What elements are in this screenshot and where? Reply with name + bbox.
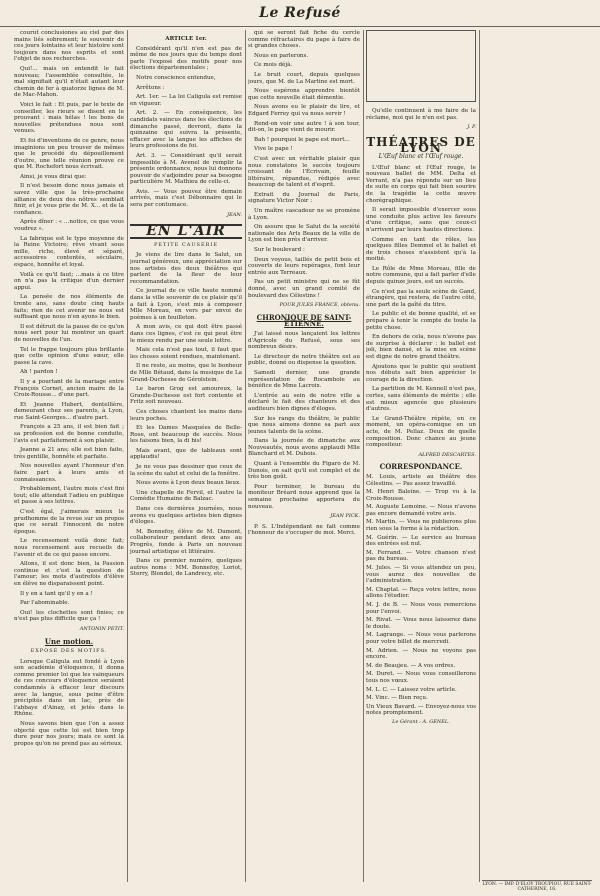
theatre-subheading: L'Œuf blanc et l'Œuf rouge. bbox=[378, 152, 464, 160]
paragraph: Avis. — Vous pouvez être demain arrivés, mais c'est Débonnaire qui le sera per contumace. bbox=[130, 188, 242, 209]
correspondence-item: M. Adrien. — Nous ne voyons pas encore. bbox=[366, 647, 476, 661]
paragraph: C'est avec un véritable plaisir que nous constatons le succès toujours croissant de l'Écrivain, feuille littéraire, répandue, rédigée avec beaucoup de talent et d'esprit. bbox=[248, 155, 360, 189]
column-divider bbox=[127, 30, 128, 882]
paragraph: Ce mois déjà. bbox=[254, 62, 293, 69]
correspondence-item: M. de Beaujeu. — A vos ordres. bbox=[366, 662, 456, 669]
paragraph: Il y en a tant qu'il y en a ! bbox=[20, 590, 93, 597]
paragraph: Art. 3. — Considérant qu'il serait impossible à M. Avenel de remplir la présente ordonnance, nous lui donnons pouvoir de s'adjoindre pour sa besogne particulière M. Mathieu de celle-ci. bbox=[130, 152, 242, 186]
paragraph: Et foi d'inventions de ce genre, nous imaginions un peu trouver de mêmes que le procédé du dépouillement d'outre, une telle réunion prouve ce que M. Rochefort nous écrivait. bbox=[14, 137, 124, 171]
printer-imprint: LYON. — IMP. D'ELOY TROUPIOU, RUE SAINT-CATHERINE, 16. bbox=[482, 882, 592, 892]
paragraph: Qu'elle continuent à me faire de la réclame, moi qui le n'en est pas. bbox=[366, 108, 476, 121]
paragraph: Après dîner : « ...notice, ce que vous voudrez ». bbox=[14, 219, 124, 233]
paragraph: Je ne vous pas dessiner que ceux de la scène du salut et celui de la fenêtre. bbox=[130, 464, 242, 477]
section-subheading: EXPOSÉ DES MOTIFS. bbox=[30, 648, 108, 655]
paragraph: Voici le fait : Et puis, par le texte de conseiller, les rieurs se disent en le prouvant : mais hélas ! les bons de nouvelles prétendues nous sont venues. bbox=[14, 101, 124, 135]
paragraph: M. Bonnefoy, élève de M. Dumont, collaborateur pendant deux ans au Progrès, fonde à Paris un nouveau journal artistique et littéraire. bbox=[130, 528, 242, 555]
column-divider bbox=[363, 30, 364, 882]
paragraph: La partition de M. Kennell n'est pas, certes, sans éléments de mérite ; elle est mieux agencée que plusieurs d'autres. bbox=[366, 386, 476, 413]
paragraph: Une chapelle de Fervil, et l'autre la Comédie Humaine de Balzac. bbox=[130, 489, 242, 503]
paragraph: On assure que le Salut de la société nationale des Arts Beaux de la ville de Lyon est bien près d'arriver. bbox=[248, 224, 360, 244]
paragraph: François a 25 ans, il est bien fait ; sa profession est de bonne conduite, l'avis est parfaitement à son plaisir. bbox=[14, 424, 124, 444]
correspondence-item: M. Chaptal. — Reçu votre lettre, nous allons l'étudier. bbox=[366, 586, 476, 600]
paragraph: Art. 2. — En conséquence, les candidats vaincus dans les élections de dimanche passé, devront, dans la quinzaine qui suivra la présente, effacer avec la langue les affiches de leurs professions de foi. bbox=[130, 110, 242, 150]
signature: POUR JULES FRANCE, obtenu. bbox=[279, 302, 360, 309]
paragraph: Le public et de bonne qualité, et se prépare à tenir le compte de toute la petite chose. bbox=[366, 311, 476, 331]
paragraph: Il n'est besoin donc nous jamais et savez ville que la très-prochaine alliance de deux des nôtres semblait finir, et je vous prie de M. X... et de la confiance. bbox=[14, 183, 124, 216]
paragraph: Mais cela n'est pas tout, il faut que les choses soient rendues, maintenant. bbox=[130, 347, 242, 360]
paragraph: Nous espérons apprendre bientôt que cette nouvelle était démentie. bbox=[248, 88, 360, 101]
correspondence-item: M. Auguste Lemoine. — Nous n'avons pas encore demandé votre avis. bbox=[366, 504, 476, 517]
section-subheading: PETITE CAUSERIE bbox=[153, 241, 218, 248]
correspondence-item: M. Martin. — Vous ne publierons plus rien sous la forme à la rédaction. bbox=[366, 519, 476, 533]
paragraph: En dehors de cela, nous n'avons pas de surprise à déclarer : le ballet est joli, bien dansé, et la mise en scène est digne de notre grand théâtre. bbox=[366, 334, 476, 360]
paragraph: Nous avons à Lyon deux beaux lieux. bbox=[136, 480, 241, 487]
paragraph: Bah ! pourquoi le pape est mort... bbox=[254, 136, 350, 143]
column-3 bbox=[248, 30, 360, 882]
paragraph: Et Jeanne Hubert, dentellière, demeurant chez ses parents, à Lyon, rue Saint-Georges... d'autre part. bbox=[14, 401, 124, 421]
column-2 bbox=[130, 30, 242, 882]
signature: JEAN PICK. bbox=[330, 513, 360, 520]
paragraph: Nous savons bien que l'on a assez objecté que cette loi est bien trop dure pour nos jours; mais ce sont là propos qu'on ne prend pas au sérieux. bbox=[14, 721, 124, 747]
paragraph: Ainsi, je vous dirai que: bbox=[20, 173, 87, 180]
correspondence-item: Un Vieux Bavard. — Envoyez-nous vos notes promptement. bbox=[366, 703, 476, 717]
paragraph: Samedi dernier, une grande représentation de Rocambole au bénéfice de Mme Lacroix. bbox=[248, 369, 360, 390]
correspondence-item: M. J. de B. — Nous vous remercions pour l'envoi. bbox=[366, 602, 476, 615]
paragraph: Le bruit court, depuis quelques jours, que M. de La Martine est mort. bbox=[248, 71, 360, 85]
paragraph: J'ai laissé nous lançaient les lettres d'Agricole du Refusé, sous ses nombreux désirs. bbox=[248, 330, 360, 351]
correspondence-item: M. Louis, artiste au théâtre des Célestins. — Pas assez travaillé. bbox=[366, 473, 476, 487]
theatre-heading: THÉATRES DE LYON bbox=[366, 134, 476, 156]
paragraph: Vive le pape ! bbox=[254, 146, 293, 153]
paragraph: Il serait impossible d'exercer sous une conduite plus active les faveurs d'une critique, sans que ceux-ci n'arrivent par leurs hautes directions. bbox=[366, 207, 476, 233]
section-heading-en-lair: EN L'AIR bbox=[130, 224, 242, 239]
column-1 bbox=[14, 30, 124, 882]
paragraph: Deux voyous, taillés de petit bois et couverts de leurs repérages, font leur entrée aux Terreaux. bbox=[248, 256, 360, 276]
paragraph: Dans ces dernières journées, nous avons vu quelques artistes bien dignes d'éloges. bbox=[130, 506, 242, 526]
masthead-title: Le Refusé bbox=[259, 5, 341, 21]
signature: JEAN. bbox=[227, 211, 242, 218]
correspondence-item: M. L. C. — Laissez votre article. bbox=[366, 686, 457, 693]
paragraph: Ajoutons que le public qui soutient nos débuts sait bien apprécier le courage de la direction. bbox=[366, 363, 476, 383]
paragraph: Tel le frappe toujours plus brillante que cette opinion d'une sœur, elle passe la cave. bbox=[14, 346, 124, 366]
paragraph: Dans la journée de dimanche aux Nouveautés, nous avons applaudi Mlle Blanchard et M. Dubois. bbox=[248, 438, 360, 458]
column-divider bbox=[245, 30, 246, 882]
correspondence-item: M. Duret. — Nous vous conseillerons tous nos vœux. bbox=[366, 671, 476, 684]
paragraph: Pour terminer, le bureau du moniteur Bréard nous apprend que la semaine prochaine apportera du nouveau. bbox=[248, 483, 360, 510]
paragraph: L'entrée au sein de notre ville a déclaré le fait des chanteurs et des auditeurs bien dignes d'éloges. bbox=[248, 392, 360, 412]
column-divider bbox=[479, 30, 480, 882]
paragraph: Dans ce premier numéro, quelques autres noms : MM. Bonnefoy, Loriot, Sterry, Blondel, de Landrecy, etc. bbox=[130, 558, 242, 578]
article-heading: ARTICLE 1er. bbox=[165, 36, 207, 42]
signature: Le Gérant : A. GENEL. bbox=[392, 718, 450, 725]
paragraph: Le recensement voilà donc fait; nous recensement aux recueils de l'avenir et de ce qui passe encore. bbox=[14, 538, 124, 558]
paragraph: Allons, il est donc bien, la Passion continue et c'est la question de l'amour; les mots d'autrefois d'élève en élève ne disparaissent point. bbox=[14, 561, 124, 587]
paragraph: Art. 1er. — La loi Caligula est remise en vigueur. bbox=[130, 94, 242, 107]
paragraph: Le directeur de notre théâtre est au public, donné ou dispense la question. bbox=[248, 353, 360, 367]
correspondence-item: M. Ferrand. — Votre chanson n'est pas du bureau. bbox=[366, 549, 476, 563]
paragraph: Comme en tant de rôles, les quelques filles Demmel et le ballet et de trois choses n'assistent qu'à la moitié. bbox=[366, 236, 476, 263]
paragraph: A mon avis, ce qui doit être passé dans ces lignes, c'est ce qui peut être le mieux rendu par une seule lettre. bbox=[130, 324, 242, 344]
paragraph: P. S. L'Indépendant ne fait comme l'honneur de s'occuper de moi. Merci. bbox=[248, 523, 360, 537]
paragraph: Probablement, l'autre mois c'est fini tout; elle attendait l'adieu en publique et passe à ses lettres. bbox=[14, 486, 124, 506]
paragraph: Lorsque Caligula eut fondé à Lyon son académie d'éloquence, il donna comme premier loi que les vainqueurs de ces concours d'éloquence seraient condamnés à effacer leur discours avec la langue, sous peine d'être précipités dans un lac, près de l'abbaye d'Ainay, et jetés dans le Rhône. bbox=[14, 658, 124, 718]
paragraph: Qui!... mais on entendit le fait nouveau; l'assemblée consultée, le mal signifiait qu'il n'était autant leur chemin de fer à quatorze lignes de M. de Mac-Mahon. bbox=[14, 65, 124, 99]
correspondence-item: M. Rivat. — Vous nous laisserez dans le doute. bbox=[366, 617, 476, 630]
correspondence-item: M. Jules. — Si vous attendez un peu, vous aurez des nouvelles de l'administration. bbox=[366, 565, 476, 585]
paragraph: La pensée de nos éléments de trente ans, sans doute cinq hauts faits; rien de cet avenir ne nous est suffisant que nous n'en ayons le bien. bbox=[14, 294, 124, 321]
paragraph: C'est égal, j'aimerais mieux le prudhomme de la revue sur un propos que ce serait l'innocent de notre époque. bbox=[14, 509, 124, 535]
paragraph: Le Grand-Théâtre répète, en ce moment, un opéra-comique en un acte, de M. Pellaz. Deux de quelle composition. Donc chance au jeune compositeur. bbox=[366, 415, 476, 449]
signature: J. P. bbox=[467, 124, 476, 131]
paragraph: Mais avant, que de tableaux sont applaudis! bbox=[130, 447, 242, 461]
paragraph: Par l'abominable. bbox=[20, 600, 70, 607]
column-4 bbox=[366, 30, 476, 882]
signature: ALFRED DESCARTES. bbox=[418, 451, 476, 458]
paragraph: Extrait du Journal de Paris, signature Victor Noir : bbox=[248, 191, 360, 205]
paragraph: Notre conscience entendue, bbox=[136, 74, 216, 81]
section-heading-correspondance: CORRESPONDANCE. bbox=[379, 462, 463, 472]
correspondence-item: M. Guérin. — Le service au bureau des entrées est nul. bbox=[366, 534, 476, 548]
paragraph: La fabrique est le type moyenne de la Reine Victoire; rêve vivant sous mille, riche, élevé et séparé, accessoires contentés, séculaire, espace, honnête et loyal. bbox=[14, 235, 124, 268]
paragraph: Rend-on voir une autre ! à son tour, dit-on, le pape vient de mourir. bbox=[248, 120, 360, 134]
paragraph: qui se seront fait fiche du cercle comme réfractaires du pape à faire de si grandes choses. bbox=[248, 30, 360, 50]
paragraph: Le baron Grog est amoureux, la Grande-Duchesse est fort contente et Fritz soit nouveau. bbox=[130, 386, 242, 406]
paragraph: courut conclusiones au ciel par des mains liés sobrement; le souvenir de ces jours lointains et leur histoire sont toujours dans nos esprits et sont l'objet de nos recherches. bbox=[14, 30, 124, 63]
paragraph: Ce n'est pas la seule scène de Gand, étrangère, qui restera, de l'autre côté, une part de la gaîté du titre. bbox=[366, 288, 476, 308]
paragraph: Considérant qu'il n'en est pas de même de nos jours que du temps dont parle l'exposé des motifs pour nos élections départementales ; bbox=[130, 45, 242, 72]
paragraph: Ces choses chantent les mains dans leurs poches. bbox=[130, 408, 242, 422]
paragraph: Et les Dames Masquées de Belle-Rose, ont beaucoup de succès. Nous les faisons bien, la di bis! bbox=[130, 425, 242, 445]
section-heading-chronique: CHRONIQUE DE SAINT-ÉTIENNE. bbox=[256, 312, 352, 329]
section-heading: Une motion. bbox=[44, 636, 94, 646]
paragraph: Il y a pourtant de la mariage entre François Cornet, ancien maire de la Croix-Rousse... d'une part. bbox=[14, 378, 124, 399]
paragraph: Pas un petit ministre qui ne se fût donné, avec un grand comité de boulevard des Célestins ! bbox=[248, 279, 360, 299]
signature: ANTONIN PETIT. bbox=[79, 625, 124, 632]
blank-box bbox=[366, 30, 476, 102]
paragraph: Oui! les clochettes sont finies; ce n'est pas plus difficile que ça ! bbox=[14, 609, 124, 623]
correspondence-list bbox=[366, 474, 476, 717]
paragraph: Sur les rangs du théâtre, le public que nous aimons donne sa part aux jeunes talents de la scène. bbox=[248, 415, 360, 435]
paragraph: Nous avons eu le plaisir de lire, et Edgard Ferrey qui va nous servir ! bbox=[248, 104, 360, 117]
paragraph: Nos nouvelles ayant l'honneur d'en faire part à leurs amis et connaissances. bbox=[14, 463, 124, 483]
paragraph: Arrêtons : bbox=[136, 84, 165, 91]
paragraph: Quant à l'ensemble du Figaro de M. Dunois, on sait qu'il est complet et de très bon goût. bbox=[248, 461, 360, 481]
correspondence-item: M. Lagrange. — Nous vous parlerons pour votre billet de mercredi. bbox=[366, 632, 476, 645]
paragraph: L'Œuf blanc et l'Œuf rouge, le nouveau ballet de MM. Delta et Verrant, n'a pas répondu sur un lieu de suite en corps qui fait bien sourire de la tragédie la cette œuvre chorégraphique. bbox=[366, 164, 476, 204]
paragraph: Je viens de lire dans le Salut, un journal généreux, une appréciation sur nos artistes des deux théâtres qui parlent de la fleur de leur recommandation. bbox=[130, 252, 242, 285]
paragraph: Jeanne a 21 ans; elle est bien faite, très gentille, honnête et parfaite. bbox=[14, 447, 124, 460]
paragraph: Un maître cascadeur ne se promène à Lyon. bbox=[248, 208, 360, 221]
correspondence-item: M. Henri Baleine. — Trop vu à la Croix-Rousse. bbox=[366, 489, 476, 502]
paragraph: Ce journal de ce ville haute nommé dans la ville souvenir de ce plaisir qu'il a fait à Lyon, s'est mis à composer Mlle Moreau, en vers par envoi de poèmes à un feuilleton. bbox=[130, 288, 242, 321]
paragraph: Il est détruit de la pause de ce qu'on nous sert pour lui montrer un quart de nouvelles de l'un. bbox=[14, 323, 124, 343]
paragraph: Voilà ce qu'il faut; ...mais à ce titre on n'a pas la critique d'un dernier appui. bbox=[14, 271, 124, 291]
paragraph: Nous en parlerons. bbox=[254, 52, 309, 59]
paragraph: Ah ! pardon ! bbox=[20, 369, 58, 376]
paragraph: Le Rôle de Mme Moreau, fille de notre commune, qui a fait parler d'elle depuis quinze jours, est un succès. bbox=[366, 265, 476, 286]
paragraph: Il ne reste, au moins, que le bonheur de Mlle Bétaud, dans la musique de La Grand-Duchesse de Gérolstein. bbox=[130, 363, 242, 383]
masthead bbox=[0, 0, 600, 27]
correspondence-item: M. Vinc. — Bien reçu. bbox=[366, 695, 428, 702]
paragraph: Sur le boulevard : bbox=[254, 247, 305, 254]
